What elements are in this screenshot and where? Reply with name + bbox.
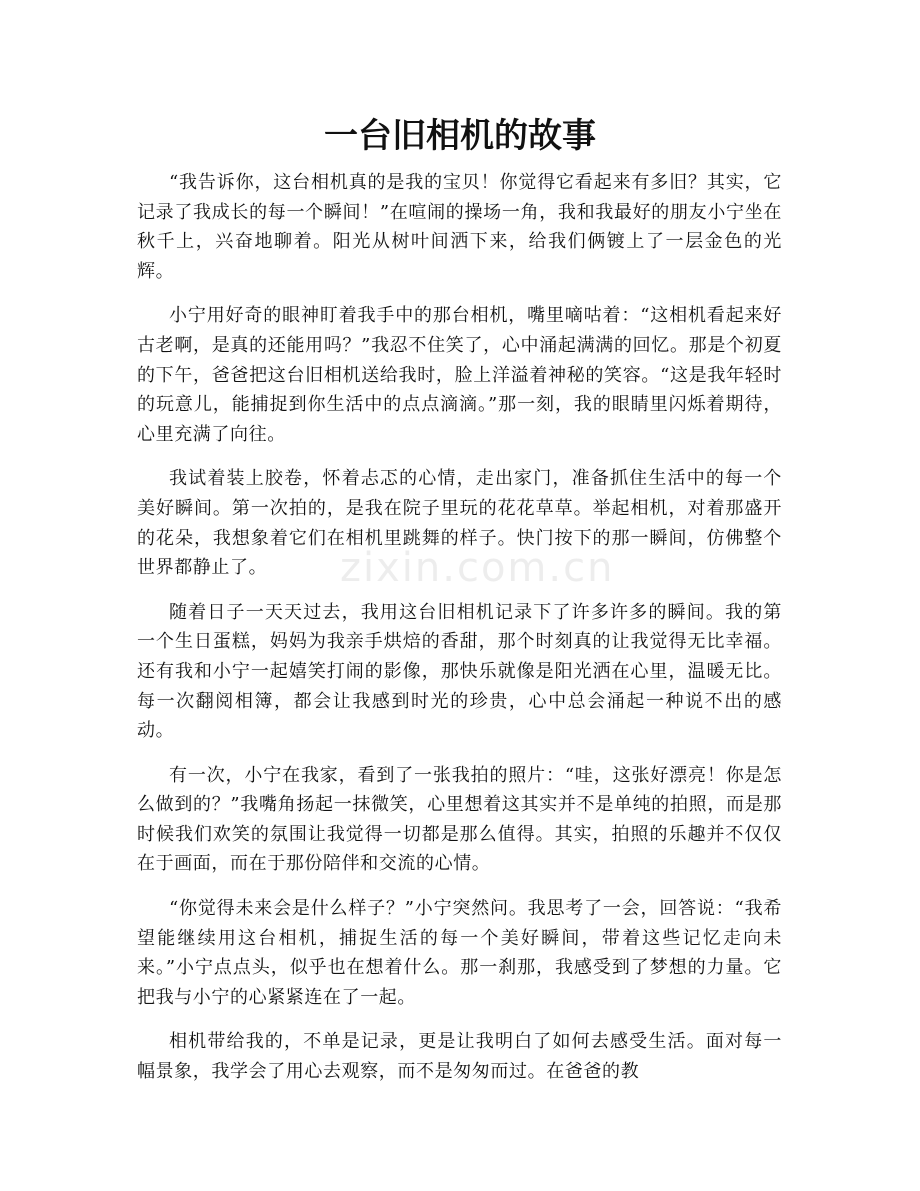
document-title: 一台旧相机的故事 <box>324 116 596 156</box>
paragraph: 有一次，小宁在我家，看到了一张我拍的照片：“哇，这张好漂亮！你是怎么做到的？”我嘴角扬起一抹微笑，心里想着这其实并不是单纯的拍照，而是那时候我们欢笑的氛围让我觉得一切都是那么值得。其实，拍照的乐趣并不仅仅在于画面，而在于那份陪伴和交流的心情。 <box>137 764 782 875</box>
paragraph: 我试着装上胶卷，怀着忐忑的心情，走出家门，准备抓住生活中的每一个美好瞬间。第一次拍的，是我在院子里玩的花花草草。举起相机，对着那盛开的花朵，我想象着它们在相机里跳舞的样子。快门按下的那一瞬间，仿佛整个世界都静止了。 <box>137 468 782 579</box>
document-body <box>137 168 782 1102</box>
paragraph: “我告诉你，这台相机真的是我的宝贝！你觉得它看起来有多旧？其实，它记录了我成长的每一个瞬间！”在喧闹的操场一角，我和我最好的朋友小宁坐在秋千上，兴奋地聊着。阳光从树叶间洒下来，给我们俩镀上了一层金色的光辉。 <box>137 172 782 282</box>
paragraph: 相机带给我的，不单是记录，更是让我明白了如何去感受生活。面对每一幅景象，我学会了用心去观察，而不是匆匆而过。在爸爸的教 <box>137 1031 782 1083</box>
watermark: zixin.com.cn <box>340 545 615 591</box>
paragraph: 随着日子一天天过去，我用这台旧相机记录下了许多许多的瞬间。我的第一个生日蛋糕，妈妈为我亲手烘焙的香甜，那个时刻真的让我觉得无比幸福。还有我和小宁一起嬉笑打闹的影像，那快乐就像是阳光洒在心里，温暖无比。每一次翻阅相簿，都会让我感到时光的珍贵，心中总会涌起一种说不出的感动。 <box>137 601 782 742</box>
paragraph: “你觉得未来会是什么样子？”小宁突然问。我思考了一会，回答说：“我希望能继续用这台相机，捕捉生活的每一个美好瞬间，带着这些记忆走向未来。”小宁点点头，似乎也在想着什么。那一刹那，我感受到了梦想的力量。它把我与小宁的心紧紧连在了一起。 <box>137 898 782 1008</box>
paragraph: 小宁用好奇的眼神盯着我手中的那台相机，嘴里嘀咕着：“这相机看起来好古老啊，是真的还能用吗？”我忍不住笑了，心中涌起满满的回忆。那是个初夏的下午，爸爸把这台旧相机送给我时，脸上洋溢着神秘的笑容。“这是我年轻时的玩意儿，能捕捉到你生活中的点点滴滴。”那一刻，我的眼睛里闪烁着期待，心里充满了向往。 <box>137 305 782 445</box>
